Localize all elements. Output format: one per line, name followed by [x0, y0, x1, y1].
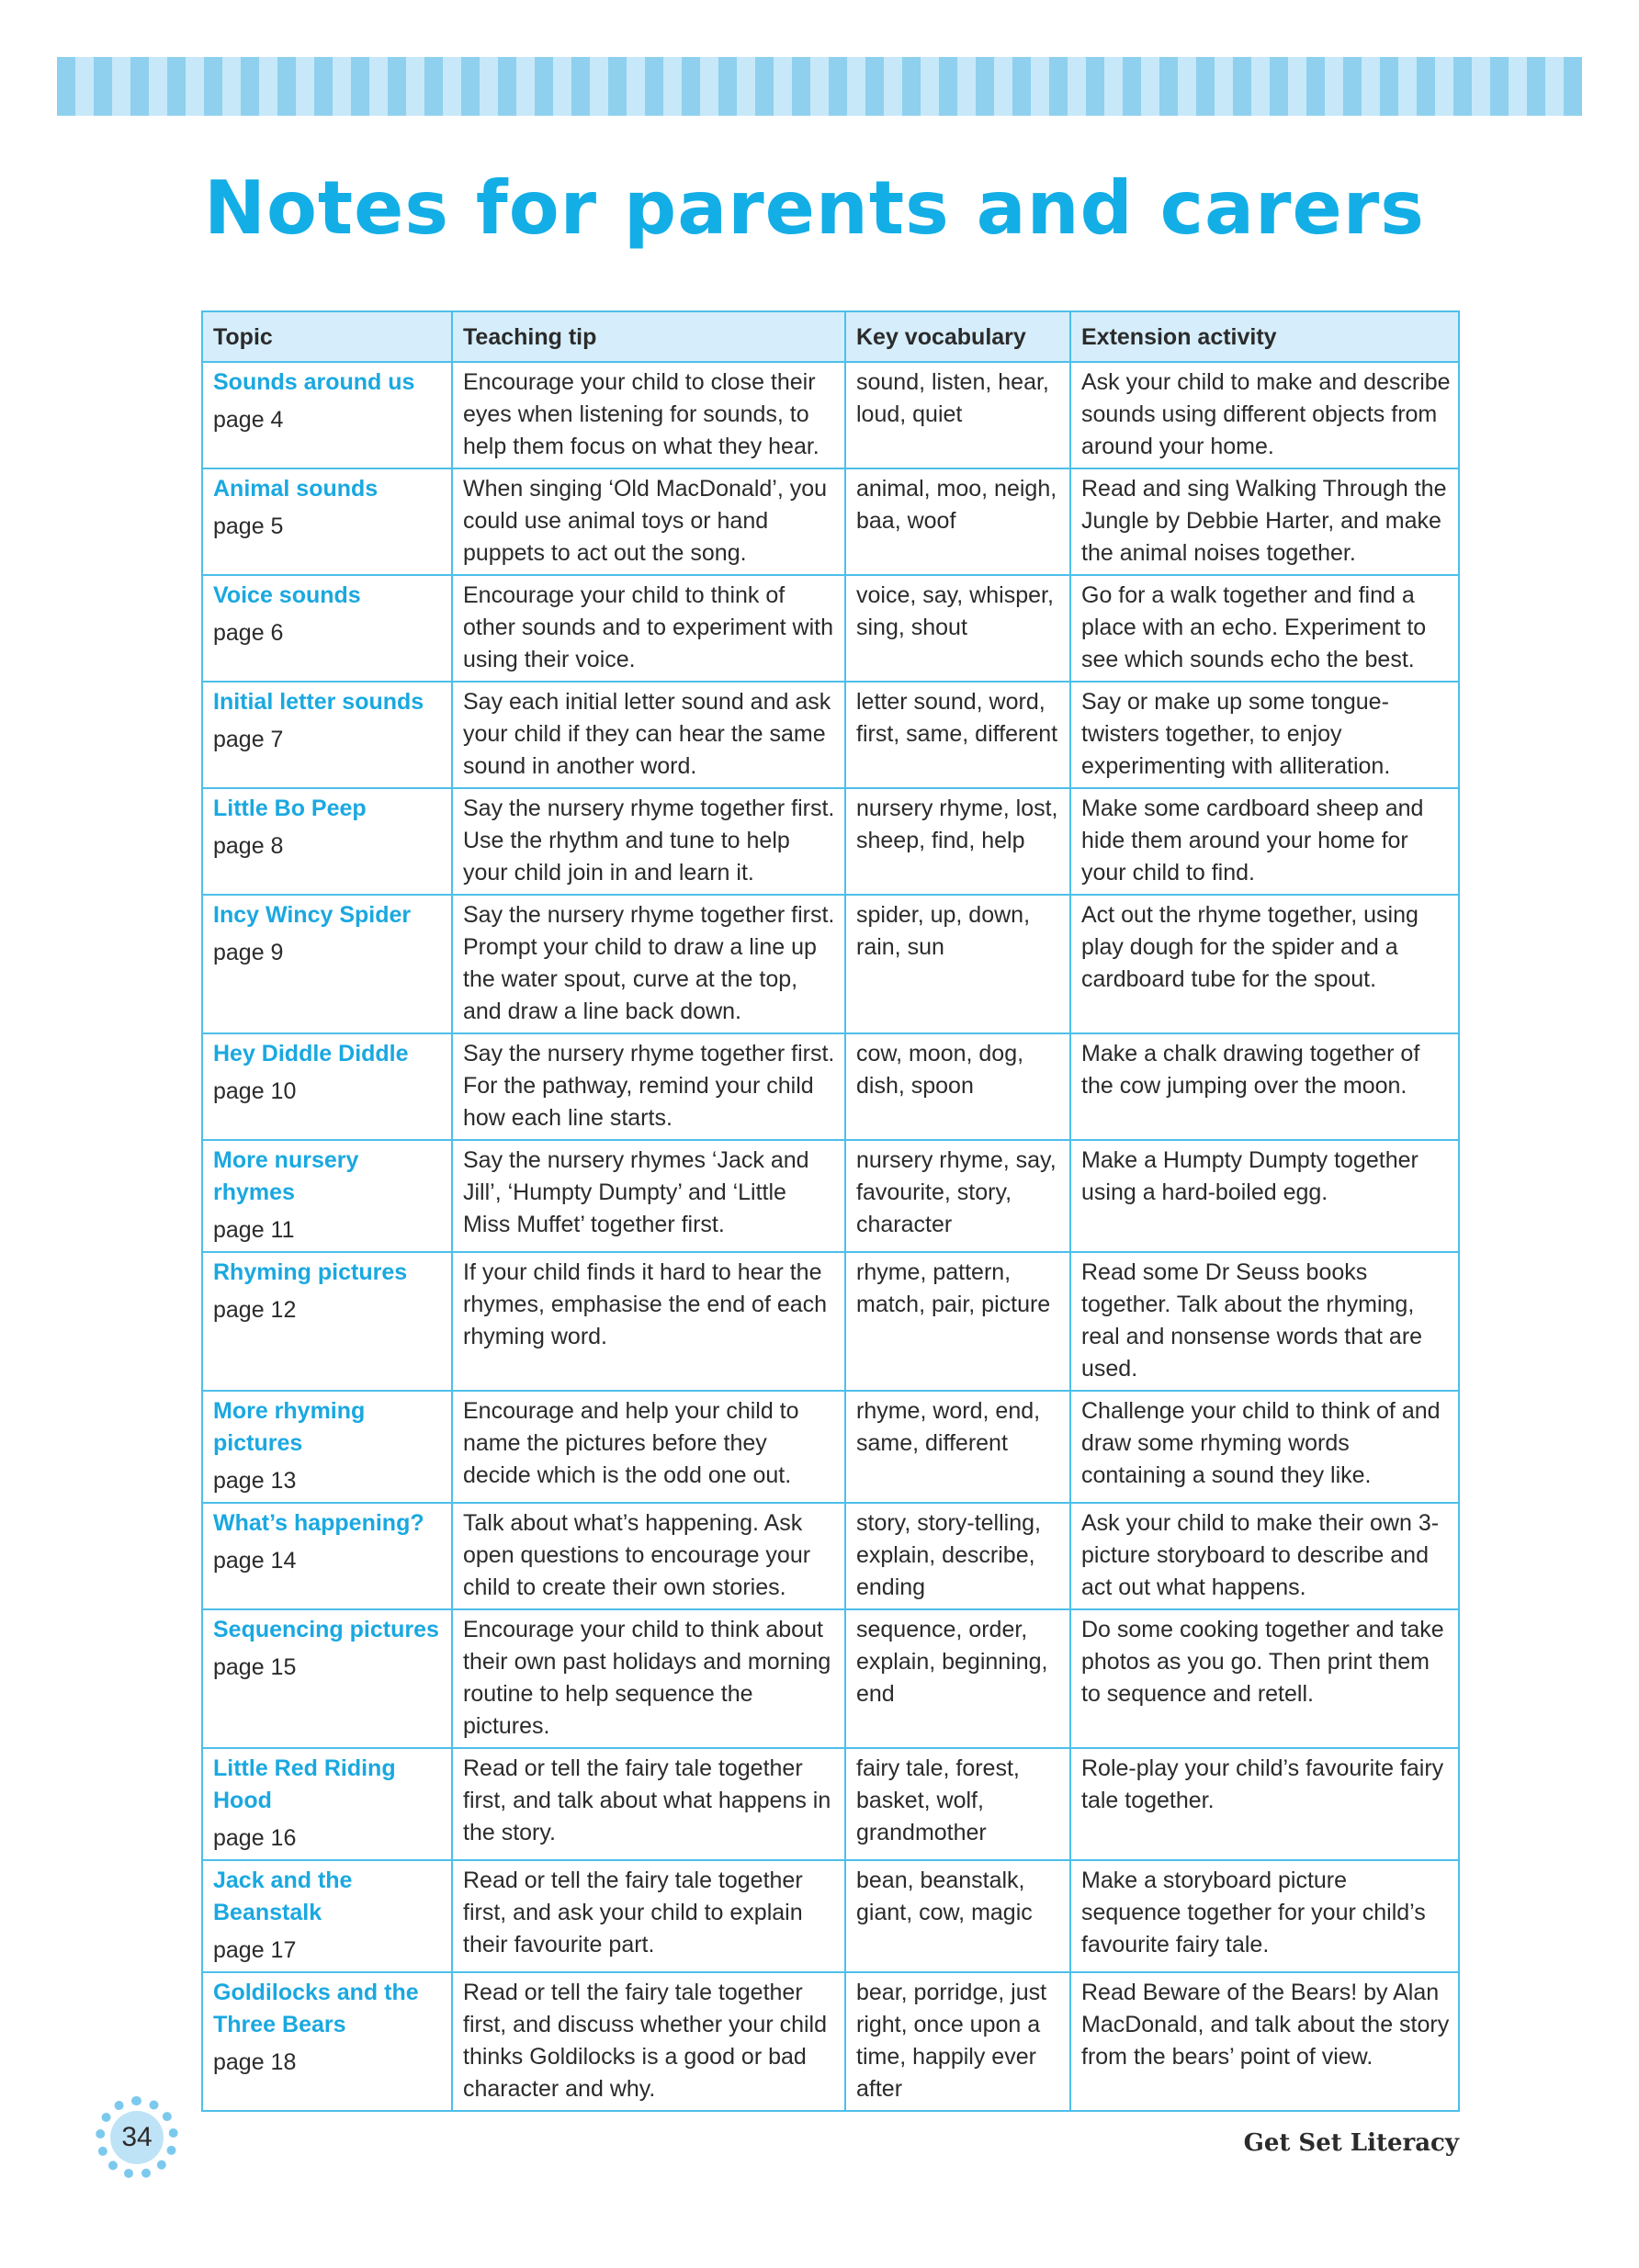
topic-title: Goldilocks and the Three Bears [213, 1980, 419, 2037]
key-vocabulary-cell: story, story-telling, explain, describe, ending [845, 1503, 1070, 1609]
teaching-tip-cell: When singing ‘Old MacDonald’, you could use animal toys or hand puppets to act out the song. [452, 468, 845, 575]
topic-title: Jack and the Beanstalk [213, 1867, 353, 1925]
topic-page-ref: page 10 [213, 1078, 297, 1104]
table-row [202, 1252, 1459, 1391]
topic-page-ref: page 11 [213, 1217, 295, 1243]
extension-activity-cell: Act out the rhyme together, using play dough for the spider and a cardboard tube for the spout. [1070, 895, 1459, 1033]
table-row [202, 682, 1459, 788]
table-row [202, 788, 1459, 895]
topic-title: Little Bo Peep [213, 795, 367, 821]
key-vocabulary-cell: cow, moon, dog, dish, spoon [845, 1033, 1070, 1140]
page-title: Notes for parents and carers [204, 165, 1425, 251]
topic-page-ref: page 15 [213, 1654, 297, 1680]
topic-title: Initial letter sounds [213, 689, 424, 715]
key-vocabulary-cell: animal, moo, neigh, baa, woof [845, 468, 1070, 575]
topic-cell [202, 1252, 452, 1391]
key-vocabulary-cell: nursery rhyme, say, favourite, story, character [845, 1140, 1070, 1252]
topic-title: More rhyming pictures [213, 1398, 366, 1456]
teaching-tip-cell: Encourage and help your child to name the pictures before they decide which is the odd one out. [452, 1391, 845, 1503]
topic-cell [202, 1033, 452, 1140]
topic-page-ref: page 5 [213, 513, 284, 539]
column-header-topic: Topic [202, 311, 452, 362]
extension-activity-cell: Challenge your child to think of and draw some rhyming words containing a sound they like. [1070, 1391, 1459, 1503]
topic-cell [202, 362, 452, 468]
topic-title: Incy Wincy Spider [213, 902, 412, 928]
topic-page-ref: page 6 [213, 620, 284, 646]
table-row [202, 1972, 1459, 2111]
notes-table [201, 310, 1460, 2112]
column-header-teaching-tip: Teaching tip [452, 311, 845, 362]
teaching-tip-cell: Encourage your child to think about their own past holidays and morning routine to help sequence the pictures. [452, 1609, 845, 1748]
extension-activity-cell: Make a Humpty Dumpty together using a hard-boiled egg. [1070, 1140, 1459, 1252]
topic-cell [202, 468, 452, 575]
topic-title: Little Red Riding Hood [213, 1755, 396, 1813]
topic-cell [202, 1140, 452, 1252]
extension-activity-cell: Make a chalk drawing together of the cow jumping over the moon. [1070, 1033, 1459, 1140]
topic-cell [202, 1860, 452, 1972]
table-row [202, 895, 1459, 1033]
topic-title: Sequencing pictures [213, 1617, 439, 1642]
teaching-tip-cell: Say the nursery rhyme together first. Use the rhythm and tune to help your child join in and learn it. [452, 788, 845, 895]
table-row [202, 468, 1459, 575]
topic-page-ref: page 18 [213, 2049, 297, 2075]
key-vocabulary-cell: nursery rhyme, lost, sheep, find, help [845, 788, 1070, 895]
page-number-badge [96, 2096, 178, 2179]
key-vocabulary-cell: rhyme, pattern, match, pair, picture [845, 1252, 1070, 1391]
table-row [202, 1503, 1459, 1609]
teaching-tip-cell: Encourage your child to close their eyes when listening for sounds, to help them focus on what they hear. [452, 362, 845, 468]
teaching-tip-cell: Say the nursery rhyme together first. Prompt your child to draw a line up the water spout, curve at the top, and draw a line back down. [452, 895, 845, 1033]
extension-activity-cell: Read Beware of the Bears! by Alan MacDonald, and talk about the story from the bears’ point of view. [1070, 1972, 1459, 2111]
key-vocabulary-cell: rhyme, word, end, same, different [845, 1391, 1070, 1503]
topic-page-ref: page 17 [213, 1937, 297, 1963]
teaching-tip-cell: Read or tell the fairy tale together first, and discuss whether your child thinks Goldilocks is a good or bad character and why. [452, 1972, 845, 2111]
topic-page-ref: page 9 [213, 940, 284, 965]
topic-page-ref: page 8 [213, 833, 284, 859]
table-row [202, 1391, 1459, 1503]
table-header-row [202, 311, 1459, 362]
topic-cell [202, 1748, 452, 1860]
topic-title: Rhyming pictures [213, 1259, 408, 1285]
topic-title: Animal sounds [213, 476, 379, 502]
extension-activity-cell: Do some cooking together and take photos as you go. Then print them to sequence and retell. [1070, 1609, 1459, 1748]
topic-cell [202, 1609, 452, 1748]
topic-title: Hey Diddle Diddle [213, 1041, 409, 1066]
extension-activity-cell: Read and sing Walking Through the Jungle by Debbie Harter, and make the animal noises together. [1070, 468, 1459, 575]
key-vocabulary-cell: bear, porridge, just right, once upon a time, happily ever after [845, 1972, 1070, 2111]
teaching-tip-cell: Talk about what’s happening. Ask open questions to encourage your child to create their own stories. [452, 1503, 845, 1609]
table-row [202, 1033, 1459, 1140]
topic-page-ref: page 12 [213, 1297, 297, 1323]
extension-activity-cell: Go for a walk together and find a place with an echo. Experiment to see which sounds echo the best. [1070, 575, 1459, 682]
extension-activity-cell: Read some Dr Seuss books together. Talk about the rhyming, real and nonsense words that are used. [1070, 1252, 1459, 1391]
topic-title: What’s happening? [213, 1510, 424, 1536]
extension-activity-cell: Ask your child to make and describe sounds using different objects from around your home. [1070, 362, 1459, 468]
topic-title: Voice sounds [213, 582, 361, 608]
table-row [202, 362, 1459, 468]
table-row [202, 1140, 1459, 1252]
key-vocabulary-cell: spider, up, down, rain, sun [845, 895, 1070, 1033]
column-header-extension-activity: Extension activity [1070, 311, 1459, 362]
topic-cell [202, 1503, 452, 1609]
topic-title: More nursery rhymes [213, 1147, 359, 1205]
extension-activity-cell: Make some cardboard sheep and hide them around your home for your child to find. [1070, 788, 1459, 895]
teaching-tip-cell: Read or tell the fairy tale together first, and ask your child to explain their favourite part. [452, 1860, 845, 1972]
decorative-top-band [57, 57, 1582, 116]
topic-page-ref: page 4 [213, 407, 284, 433]
topic-cell [202, 575, 452, 682]
teaching-tip-cell: Say the nursery rhymes ‘Jack and Jill’, ‘Humpty Dumpty’ and ‘Little Miss Muffet’ together first. [452, 1140, 845, 1252]
topic-title: Sounds around us [213, 369, 415, 395]
topic-page-ref: page 7 [213, 727, 284, 752]
key-vocabulary-cell: sound, listen, hear, loud, quiet [845, 362, 1070, 468]
key-vocabulary-cell: letter sound, word, first, same, different [845, 682, 1070, 788]
topic-cell [202, 895, 452, 1033]
topic-cell [202, 682, 452, 788]
topic-page-ref: page 16 [213, 1825, 297, 1851]
key-vocabulary-cell: fairy tale, forest, basket, wolf, grandmother [845, 1748, 1070, 1860]
footer-brand: Get Set Literacy [1243, 2129, 1459, 2157]
column-header-key-vocabulary: Key vocabulary [845, 311, 1070, 362]
teaching-tip-cell: Read or tell the fairy tale together first, and talk about what happens in the story. [452, 1748, 845, 1860]
table-row [202, 1748, 1459, 1860]
teaching-tip-cell: Encourage your child to think of other sounds and to experiment with using their voice. [452, 575, 845, 682]
topic-cell [202, 788, 452, 895]
topic-cell [202, 1972, 452, 2111]
topic-page-ref: page 13 [213, 1468, 297, 1494]
extension-activity-cell: Say or make up some tongue-twisters together, to enjoy experimenting with alliteration. [1070, 682, 1459, 788]
topic-page-ref: page 14 [213, 1548, 297, 1574]
table-row [202, 1609, 1459, 1748]
extension-activity-cell: Ask your child to make their own 3-picture storyboard to describe and act out what happens. [1070, 1503, 1459, 1609]
table-row [202, 1860, 1459, 1972]
teaching-tip-cell: Say the nursery rhyme together first. For the pathway, remind your child how each line starts. [452, 1033, 845, 1140]
teaching-tip-cell: Say each initial letter sound and ask your child if they can hear the same sound in another word. [452, 682, 845, 788]
extension-activity-cell: Make a storyboard picture sequence together for your child’s favourite fairy tale. [1070, 1860, 1459, 1972]
page-number: 34 [110, 2111, 164, 2164]
topic-cell [202, 1391, 452, 1503]
table-row [202, 575, 1459, 682]
key-vocabulary-cell: sequence, order, explain, beginning, end [845, 1609, 1070, 1748]
key-vocabulary-cell: bean, beanstalk, giant, cow, magic [845, 1860, 1070, 1972]
teaching-tip-cell: If your child finds it hard to hear the rhymes, emphasise the end of each rhyming word. [452, 1252, 845, 1391]
extension-activity-cell: Role-play your child’s favourite fairy tale together. [1070, 1748, 1459, 1860]
key-vocabulary-cell: voice, say, whisper, sing, shout [845, 575, 1070, 682]
